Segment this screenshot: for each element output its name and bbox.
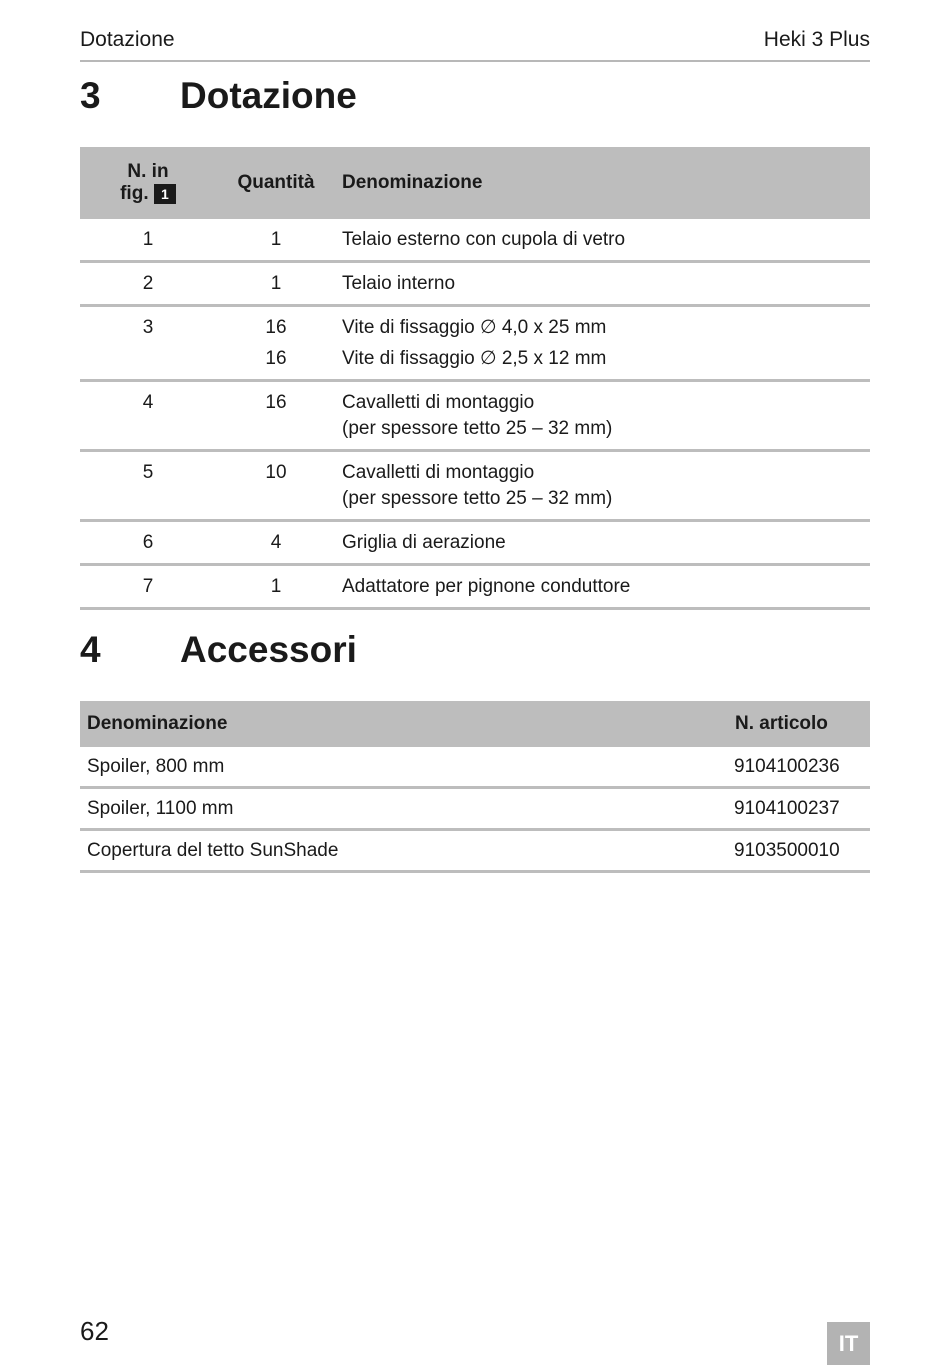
table-row <box>80 521 870 565</box>
cell-fig: 1 <box>142 229 154 250</box>
header-product: Heki 3 Plus <box>763 28 870 51</box>
cell-desc <box>336 306 870 381</box>
cell-fig: 7 <box>142 576 154 597</box>
page-header <box>80 28 870 62</box>
cell-qty: 16 <box>265 392 287 413</box>
cell-qty: 4 <box>270 532 282 553</box>
section-title-dotazione <box>80 75 357 117</box>
section-number: 3 <box>80 75 101 116</box>
col-header-desc: Denominazione <box>336 147 870 219</box>
accessories-table <box>80 701 870 873</box>
table-row <box>80 830 870 872</box>
table-row <box>80 306 870 381</box>
col-header-article: N. articolo <box>734 701 870 747</box>
cell-desc-line2: (per spessore tetto 25 – 32 mm) <box>342 488 613 509</box>
table-header-row <box>80 147 870 219</box>
cell-desc <box>336 451 870 521</box>
cell-desc: Telaio esterno con cupola di vetro <box>342 229 626 250</box>
cell-desc: Griglia di aerazione <box>342 532 506 553</box>
cell-name: Spoiler, 1100 mm <box>87 798 234 819</box>
col-header-fig <box>80 147 216 219</box>
header-chapter: Dotazione <box>80 28 175 51</box>
cell-qty: 1 <box>270 576 282 597</box>
table-header-row <box>80 701 870 747</box>
section-title-text: Dotazione <box>180 75 357 116</box>
figure-reference-badge: 1 <box>154 184 176 204</box>
cell-name: Spoiler, 800 mm <box>87 756 225 777</box>
cell-desc-line1: Cavalletti di montaggio <box>342 462 535 483</box>
table-row <box>80 262 870 306</box>
table-row <box>80 747 870 788</box>
page-number: 62 <box>80 1316 109 1346</box>
col-header-fig-line2: fig. 1 <box>81 183 215 205</box>
cell-fig: 3 <box>142 317 154 338</box>
cell-article: 9104100236 <box>734 756 840 777</box>
cell-desc-line1: Vite di fissaggio ∅ 4,0 x 25 mm <box>342 317 607 338</box>
cell-desc-line2: Vite di fissaggio ∅ 2,5 x 12 mm <box>342 348 607 369</box>
cell-fig: 2 <box>142 273 154 294</box>
language-tab: IT <box>827 1322 870 1365</box>
cell-qty-line1: 16 <box>265 317 287 338</box>
cell-desc: Adattatore per pignone conduttore <box>342 576 631 597</box>
col-header-qty: Quantità <box>216 147 336 219</box>
cell-desc <box>336 381 870 451</box>
table-row <box>80 381 870 451</box>
scope-of-delivery-table <box>80 147 870 610</box>
cell-fig: 4 <box>142 392 154 413</box>
section-number: 4 <box>80 629 101 670</box>
cell-fig: 5 <box>142 462 154 483</box>
table-row <box>80 451 870 521</box>
cell-desc-line1: Cavalletti di montaggio <box>342 392 535 413</box>
table-row <box>80 788 870 830</box>
cell-qty: 10 <box>265 462 287 483</box>
col-header-name: Denominazione <box>80 701 734 747</box>
cell-article: 9104100237 <box>734 798 840 819</box>
table-row <box>80 565 870 609</box>
cell-name: Copertura del tetto SunShade <box>87 840 339 861</box>
cell-qty <box>216 306 336 381</box>
cell-qty-line2: 16 <box>265 348 287 369</box>
cell-desc: Telaio interno <box>342 273 456 294</box>
cell-qty: 1 <box>270 273 282 294</box>
section-title-accessori <box>80 629 357 671</box>
table-row <box>80 219 870 262</box>
cell-qty: 1 <box>270 229 282 250</box>
cell-desc-line2: (per spessore tetto 25 – 32 mm) <box>342 418 613 439</box>
cell-fig: 6 <box>142 532 154 553</box>
col-header-fig-line1: N. in <box>127 161 169 182</box>
section-title-text: Accessori <box>180 629 357 670</box>
cell-article: 9103500010 <box>734 840 840 861</box>
